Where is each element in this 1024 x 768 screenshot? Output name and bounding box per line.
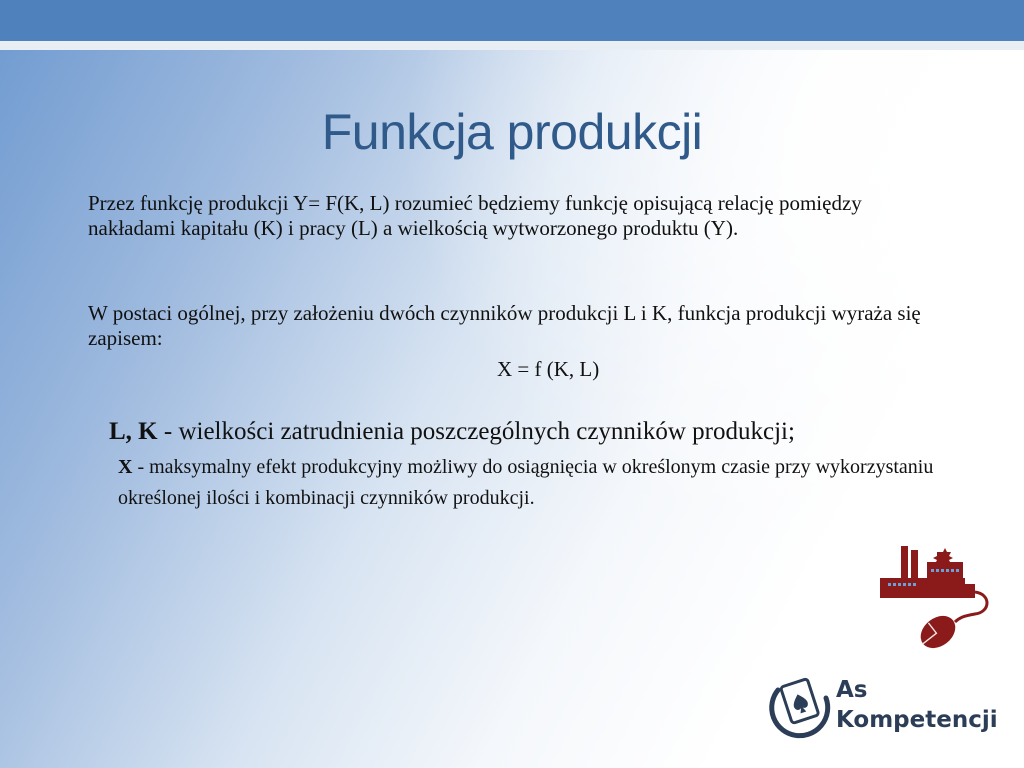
card-spade-icon	[768, 670, 832, 745]
top-divider	[0, 41, 1024, 50]
definition-x	[118, 452, 938, 514]
logo-line2: Kompetencji	[836, 707, 998, 733]
definition-x-text: - maksymalny efekt produkcyjny możliwy do osiągnięcia w określonym czasie przy wykorzystaniu określonej ilości i kombinacji czynników produkcji.	[118, 456, 934, 509]
paragraph-general-form: W postaci ogólnej, przy założeniu dwóch czynników produkcji L i K, funkcja produkcji wyraża się zapisem:	[88, 301, 921, 350]
formula: X = f (K, L)	[497, 357, 600, 381]
top-bar	[0, 0, 1024, 41]
factory-mouse-icon	[875, 540, 995, 655]
term-lk: L, K	[109, 418, 158, 445]
definition-lk-text: - wielkości zatrudnienia poszczególnych czynników produkcji;	[157, 418, 795, 445]
definition-lk	[109, 417, 795, 447]
term-x: X	[118, 456, 133, 478]
logo-line1: As	[836, 677, 868, 703]
paragraph-definition: Przez funkcję produkcji Y= F(K, L) rozumieć będziemy funkcję opisującą relację pomiędzy nakładami kapitału (K) i pracy (L) a wielkością wytworzonego produktu (Y).	[88, 191, 862, 240]
slide-title: Funkcja produkcji	[321, 104, 703, 160]
